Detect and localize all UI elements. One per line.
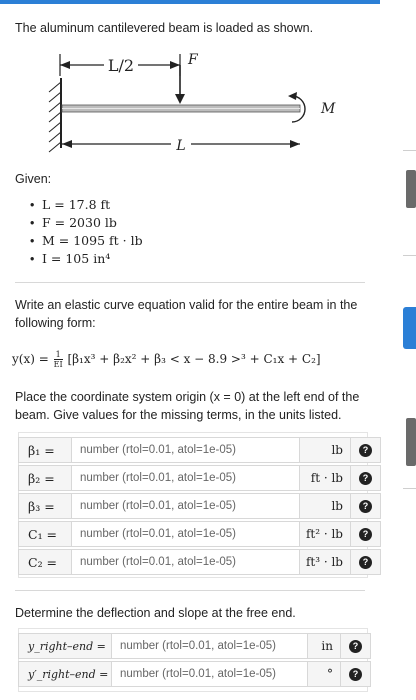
divider bbox=[15, 282, 365, 283]
variable-label: y_right–end = bbox=[18, 633, 111, 659]
answer-row-beta2 bbox=[18, 465, 381, 491]
instruction-text: Write an elastic curve equation valid for the entire beam in the following form: bbox=[15, 298, 358, 330]
equation-lhs: y(x) = bbox=[12, 352, 49, 366]
force-arrow-head bbox=[175, 94, 185, 104]
unit-label: in bbox=[308, 633, 341, 659]
free-end-prompt: Determine the deflection and slope at the free end. bbox=[15, 606, 296, 620]
unit-label: ft² · lb bbox=[300, 521, 351, 547]
side-panel-edge bbox=[403, 488, 416, 489]
elastic-curve-equation bbox=[12, 350, 321, 369]
given-force: • F = 2030 lb bbox=[30, 214, 143, 232]
given-inertia: • I = 105 in⁴ bbox=[30, 250, 143, 268]
beta1-input[interactable]: number (rtol=0.01, atol=1e-05) bbox=[71, 437, 300, 463]
answer-row-c2 bbox=[18, 549, 381, 575]
slope-input[interactable]: number (rtol=0.01, atol=1e-05) bbox=[111, 661, 308, 687]
help-button[interactable] bbox=[341, 633, 371, 659]
variable-label: β₁ = bbox=[18, 437, 71, 463]
answer-row-deflection bbox=[18, 633, 371, 659]
fraction-numerator: 1 bbox=[55, 350, 61, 359]
variable-label: y′_right–end = bbox=[18, 661, 111, 687]
equation-rhs: [β₁x³ + β₂x² + β₃ < x − 8.9 >³ + C₁x + C₂] bbox=[67, 352, 321, 366]
help-button[interactable] bbox=[351, 493, 381, 519]
question-circle-icon: ? bbox=[359, 556, 372, 569]
unit-label: lb bbox=[300, 437, 351, 463]
unit-label: ° bbox=[308, 661, 341, 687]
beta3-input[interactable]: number (rtol=0.01, atol=1e-05) bbox=[71, 493, 300, 519]
beam-diagram bbox=[40, 50, 340, 160]
moment-label: M bbox=[321, 101, 336, 117]
variable-label: C₁ = bbox=[18, 521, 71, 547]
given-length: • L = 17.8 ft bbox=[30, 196, 143, 214]
variable-label: C₂ = bbox=[18, 549, 71, 575]
given-heading: Given: bbox=[15, 172, 52, 186]
half-length-left-arrow bbox=[60, 61, 70, 69]
help-button[interactable] bbox=[341, 661, 371, 687]
c1-input[interactable]: number (rtol=0.01, atol=1e-05) bbox=[71, 521, 300, 547]
unit-label: ft³ · lb bbox=[300, 549, 351, 575]
wall-hatching bbox=[49, 82, 61, 152]
answer-row-beta1 bbox=[18, 437, 381, 463]
half-length-right-arrow bbox=[170, 61, 180, 69]
variable-label: β₂ = bbox=[18, 465, 71, 491]
unit-label: ft · lb bbox=[300, 465, 351, 491]
variable-label: β₃ = bbox=[18, 493, 71, 519]
c2-input[interactable]: number (rtol=0.01, atol=1e-05) bbox=[71, 549, 300, 575]
unit-label: lb bbox=[300, 493, 351, 519]
answer-row-c1 bbox=[18, 521, 381, 547]
question-circle-icon: ? bbox=[359, 528, 372, 541]
origin-note: Place the coordinate system origin (x = 0) at the left end of the beam. Give values for the missing terms, in the units listed. bbox=[15, 390, 360, 422]
help-button[interactable] bbox=[351, 549, 381, 575]
scroll-thumb-lower[interactable] bbox=[406, 418, 416, 466]
divider bbox=[15, 590, 365, 591]
given-list bbox=[30, 196, 143, 268]
help-button[interactable] bbox=[351, 465, 381, 491]
beta2-input[interactable]: number (rtol=0.01, atol=1e-05) bbox=[71, 465, 300, 491]
help-button[interactable] bbox=[351, 437, 381, 463]
half-length-label: L/2 bbox=[107, 56, 135, 75]
question-circle-icon: ? bbox=[359, 500, 372, 513]
length-label: L bbox=[176, 138, 186, 154]
fraction-denominator: EI bbox=[53, 360, 63, 369]
equation-fraction bbox=[54, 350, 63, 369]
side-panel-edge bbox=[403, 255, 416, 256]
help-button[interactable] bbox=[351, 521, 381, 547]
deflection-input[interactable]: number (rtol=0.01, atol=1e-05) bbox=[111, 633, 308, 659]
scroll-thumb-upper[interactable] bbox=[406, 170, 416, 208]
question-circle-icon: ? bbox=[349, 640, 362, 653]
side-panel-edge bbox=[403, 150, 416, 151]
question-circle-icon: ? bbox=[359, 472, 372, 485]
given-moment: • M = 1095 ft · lb bbox=[30, 232, 143, 250]
moment-arrow-head bbox=[288, 92, 297, 100]
question-circle-icon: ? bbox=[359, 444, 372, 457]
force-label: F bbox=[188, 52, 198, 68]
problem-prompt: The aluminum cantilevered beam is loaded as shown. bbox=[15, 21, 314, 35]
answer-row-beta3 bbox=[18, 493, 381, 519]
top-accent-bar bbox=[0, 0, 380, 4]
side-accent-tab[interactable] bbox=[403, 307, 416, 349]
question-circle-icon: ? bbox=[349, 668, 362, 681]
answer-row-slope bbox=[18, 661, 371, 687]
